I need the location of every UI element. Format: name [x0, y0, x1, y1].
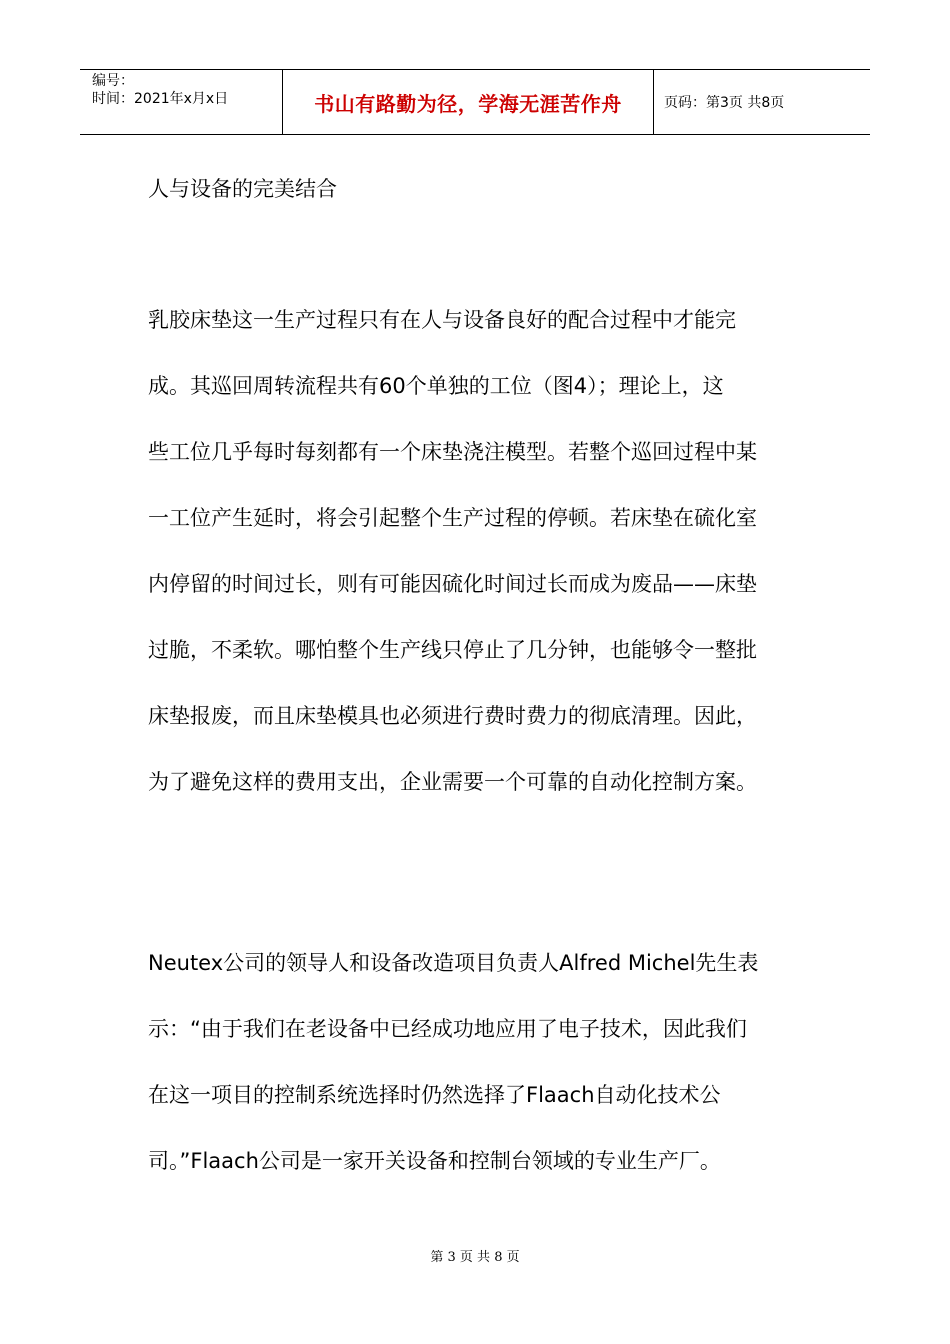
paragraph-line: 内停留的时间过长，则有可能因硫化时间过长而成为废品——床垫	[148, 572, 757, 596]
header-meta	[80, 70, 282, 134]
paragraph-line: 示：“由于我们在老设备中已经成功地应用了电子技术，因此我们	[148, 1017, 747, 1041]
paragraph-line: 为了避免这样的费用支出，企业需要一个可靠的自动化控制方案。	[148, 770, 757, 794]
paragraph-line: 成。其巡回周转流程共有60个单独的工位（图4）；理论上，这	[148, 374, 724, 398]
paragraph-1	[148, 287, 808, 815]
paragraph-2	[148, 930, 808, 1194]
serial-number-label: 编号：	[92, 73, 134, 89]
paragraph-line: Neutex公司的领导人和设备改造项目负责人Alfred Michel先生表	[148, 951, 759, 975]
date-label: 时间：2021年x月x日	[92, 91, 229, 107]
paragraph-line: 乳胶床垫这一生产过程只有在人与设备良好的配合过程中才能完	[148, 308, 736, 332]
paragraph-line: 在这一项目的控制系统选择时仍然选择了Flaach自动化技术公	[148, 1083, 721, 1107]
paragraph-line: 过脆，不柔软。哪怕整个生产线只停止了几分钟，也能够令一整批	[148, 638, 757, 662]
paragraph-line: 床垫报废，而且床垫模具也必须进行费时费力的彻底清理。因此，	[148, 704, 757, 728]
paragraph-line: 一工位产生延时，将会引起整个生产过程的停顿。若床垫在硫化室	[148, 506, 757, 530]
document-header	[80, 69, 870, 135]
page-footer: 第 3 页 共 8 页	[430, 1250, 520, 1265]
section-title: 人与设备的完美结合	[148, 177, 337, 201]
header-motto: 书山有路勤为径，学海无涯苦作舟	[282, 70, 654, 134]
paragraph-line: 司。”Flaach公司是一家开关设备和控制台领域的专业生产厂。	[148, 1149, 721, 1173]
header-page-info: 页码：第3页 共8页	[664, 95, 785, 111]
paragraph-line: 些工位几乎每时每刻都有一个床垫浇注模型。若整个巡回过程中某	[148, 440, 757, 464]
